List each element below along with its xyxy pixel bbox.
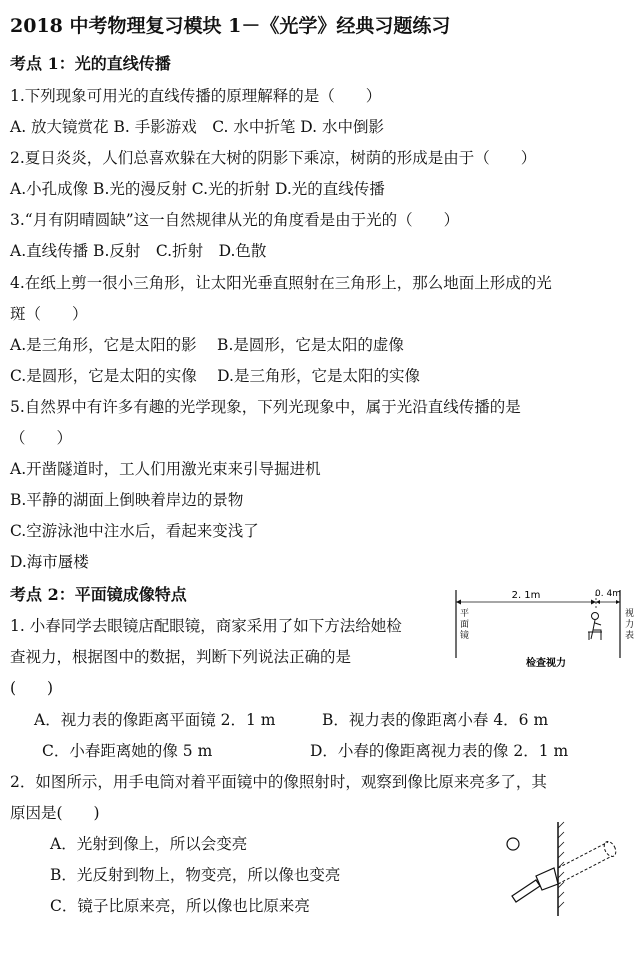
s2-q1-option-a: A．视力表的像距离平面镜 2．1 m: [34, 711, 276, 729]
dimension-label-1: 2. 1m: [511, 590, 541, 601]
flashlight-mirror-figure: [496, 818, 626, 918]
chart-label-2: 力: [625, 620, 635, 630]
s1-q5-option-d: D.海市蜃楼: [10, 553, 89, 571]
s1-q3-stem: 3.“月有阴晴圆缺”这一自然规律从光的角度看是由于光的（ ）: [10, 211, 460, 229]
eye-test-figure: [448, 586, 640, 672]
object-circle: [507, 838, 519, 850]
light-beam: [558, 840, 618, 884]
s2-q2-stem-line1: 2．如图所示，用手电筒对着平面镜中的像照射时，观察到像比原来亮多了，其: [10, 773, 547, 791]
chart-label-3: 表: [625, 631, 635, 641]
mirror-label-3: 镜: [460, 631, 470, 641]
s1-q5-option-b: B.平静的湖面上倒映着岸边的景物: [10, 491, 244, 509]
s1-q5-stem-line2: （ ）: [10, 429, 73, 447]
mirror-label-1: 平: [460, 609, 470, 619]
s2-q1-stem-line1: 1. 小春同学去眼镜店配眼镜，商家采用了如下方法给她检: [10, 617, 402, 635]
flashlight-icon: [512, 868, 558, 902]
s1-q4-options-line2: C.是圆形，它是太阳的实像 D.是三角形，它是太阳的实像: [10, 367, 420, 385]
s1-q4-stem-line1: 4.在纸上剪一很小三角形，让太阳光垂直照射在三角形上，那么地面上形成的光: [10, 274, 552, 292]
section2-heading: 考点 2：平面镜成像特点: [10, 585, 187, 604]
s1-q1-stem: 1.下列现象可用光的直线传播的原理解释的是（ ）: [10, 87, 382, 105]
s1-q2-stem: 2.夏日炎炎，人们总喜欢躲在大树的阴影下乘凉，树荫的形成是由于（ ）: [10, 149, 537, 167]
mirror-label-2: 面: [460, 620, 470, 630]
chart-label-1: 视: [625, 609, 635, 619]
section1-heading: 考点 1：光的直线传播: [10, 54, 171, 73]
s2-q1-option-c: C．小春距离她的像 5 m: [42, 742, 213, 760]
s2-q2-option-c: C．镜子比原来亮，所以像也比原来亮: [50, 897, 310, 915]
s2-q2-option-a: A．光射到像上，所以会变亮: [50, 835, 248, 853]
s1-q4-stem-line2: 斑（ ）: [10, 305, 88, 323]
page-title: 2018 中考物理复习模块 1－《光学》经典习题练习: [10, 15, 451, 37]
s1-q3-options: A.直线传播 B.反射 C.折射 D.色散: [10, 242, 267, 260]
dimension-label-2: 0. 4m: [595, 589, 621, 599]
s2-q2-option-b: B．光反射到物上，物变亮，所以像也变亮: [50, 866, 341, 884]
s1-q5-stem-line1: 5.自然界中有许多有趣的光学现象，下列光现象中，属于光沿直线传播的是: [10, 398, 521, 416]
seated-person-icon: [588, 613, 602, 641]
s1-q2-options: A.小孔成像 B.光的漫反射 C.光的折射 D.光的直线传播: [10, 180, 385, 198]
s2-q2-stem-line2: 原因是( ): [10, 804, 100, 822]
s2-q1-stem-line3: ( ): [10, 679, 54, 697]
s2-q1-stem-line2: 查视力，根据图中的数据，判断下列说法正确的是: [10, 648, 352, 666]
figure-caption: 检查视力: [526, 658, 566, 669]
s1-q1-options: A. 放大镜赏花 B. 手影游戏 C. 水中折笔 D. 水中倒影: [10, 118, 385, 136]
s1-q5-option-a: A.开凿隧道时，工人们用激光束来引导掘进机: [10, 460, 321, 478]
s2-q1-option-d: D．小春的像距离视力表的像 2．1 m: [310, 742, 569, 760]
s1-q5-option-c: C.空游泳池中注水后，看起来变浅了: [10, 522, 259, 540]
s1-q4-options-line1: A.是三角形，它是太阳的影 B.是圆形，它是太阳的虚像: [10, 336, 404, 354]
s2-q1-option-b: B．视力表的像距离小春 4．6 m: [322, 711, 549, 729]
